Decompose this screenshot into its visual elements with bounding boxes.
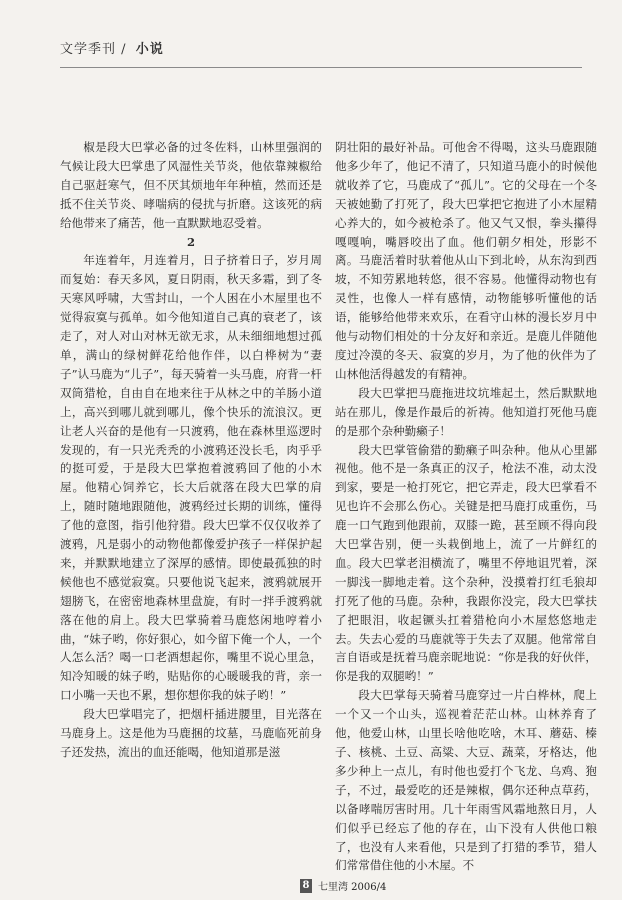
right-paragraph-3: 段大巴掌管偷猎的勤癞子叫杂种。他从心里鄙视他。他不是一条真正的汉子，枪法不准，动太没到家，要是一枪打死它，把它弄走，段大巴掌看不见也许不会那么伤心。关键是把马鹿打成重伤，马鹿一口气跑到他跟前，双膝一跪，甚至顾不得向段大巴掌告别，便一头栽倒地上，流了一片鲜红的血。段大巴掌老泪横流了，嘴里不停地诅咒着，深一脚浅一脚地走着。这个杂种，没摸着打红毛狼却打死了他的马鹿。杂种，我跟你没完，段大巴掌扶了把眼泪，收起镢头扛着猎枪向小木屋悠悠地走去。失去心爱的马鹿就等于失去了双腿。他常常自言自语或是抚着马鹿亲昵地说：“你是我的好伙伴，你是我的双腿哟！” (335, 442, 597, 684)
section-name: 小说 (135, 42, 164, 57)
right-paragraph-2: 段大巴掌把马鹿拖进坟坑堆起土，然后默默地站在那儿，像是作最后的祈祷。他知道打死他马鹿的是那个杂种勤癞子！ (335, 385, 597, 438)
page-number: 8 (300, 879, 312, 893)
header-rule (60, 67, 582, 68)
right-paragraph-4: 段大巴掌每天骑着马鹿穿过一片白桦林，爬上一个又一个山头，巡视着茫茫山林。山林养育了他，他爱山林，山里长啥他吃啥，木耳、蘑菇、榛子、核桃、土豆、高粱、大豆、蔬菜，牙格达，他多少种上一点儿，有时他也爱打个飞龙、乌鸡、狍子，不过，最爱吃的还是辣椒，偶尔还种点草药，以备哮喘厉害时用。几十年雨雪风霜地熬日月，人们似乎已经忘了他的存在，山下没有人供他口粮了，也没有人来看他，只是到了打猎的季节，猎人们常常借住他的小木屋。不 (335, 688, 597, 873)
left-column (60, 138, 322, 762)
header-separator: / (121, 42, 127, 57)
journal-name: 文学季刊 (60, 42, 117, 57)
issue-info: 七里湾 2006/4 (318, 882, 387, 893)
left-paragraph-3: 段大巴掌唱完了，把烟杆插进腰里，目光落在马鹿身上。这是他为马鹿捆的坟墓，马鹿临死前身子还发热，流出的血还能喝，他知道那是滋 (60, 707, 322, 759)
running-header (60, 38, 164, 57)
left-paragraph-2: 年连着年，月连着月，日子挤着日子，岁月周而复始：春天多风，夏日阴雨，秋天多霜，到了冬天寒风呼啸，大雪封山，一个人困在小木屋里也不觉得寂寞与孤单。如今他知道自己真的衰老了，该走了，对人对山对林无欲无求，从未细细地想过孤单，满山的绿树鲜花给他作伴，以白桦树为“妻子”认马鹿为“儿子”，每天骑着一头马鹿，府背一杆双筒猎枪，自由自在地来往于从林之中的羊肠小道上，高兴到哪儿就到哪儿，像个快乐的流浪汉。更让老人兴奋的是他有一只渡鸦，他在森林里巡逻时发现的，有一只光秃秃的小渡鸦还没长毛，肉乎乎的挺可爱，于是段大巴掌抱着渡鸦回了他的小木屋。他精心饲养它，长大后就落在段大巴掌的肩上，随时随地跟随他，渡鸦经过长期的训练，懂得了他的意图，指引他狩猎。段大巴掌不仅仅收养了渡鸦，凡是弱小的动物他都像爱护孩子一样保护起来，并默默地建立了深厚的感情。即使最孤独的时候他也不感觉寂寞。只要他说飞起来，渡鸦就展开翅膀飞，在密密地森林里盘旋，有时一拌手渡鸦就落在他的肩上。段大巴掌骑着马鹿悠闲地哼着小曲，“妹子哟，你好狠心，如今留下俺一个人，一个人怎么活？喝一口老酒想起你，嘴里不说心里急，知冷知暖的妹子哟，贴贴你的心暖暖我的背，亲一口小嘴一天也不累，想你想你我的妹子哟！” (60, 253, 322, 703)
right-column (335, 138, 597, 875)
page-footer (300, 878, 386, 893)
right-paragraph-1: 阴壮阳的最好补品。可他舍不得喝，这头马鹿跟随他多少年了，他记不清了，只知道马鹿小的时候他就收养了它，马鹿成了“孤儿”。它的父母在一个冬天被她勤了打死了，段大巴掌把它抱进了小木屋精心养大的，如今被枪杀了。他又气又恨，拳头攥得嘎嘎响，嘴唇咬出了血。他们朝夕相处，形影不离。马鹿活着时驮着他从山下到北岭，从东沟到西坡，不知劳累地转悠，很不容易。他懂得动物也有灵性，也像人一样有感情，动物能够听懂他的话语，能够给他带来欢乐，在看守山林的漫长岁月中他与动物们相处的十分友好和亲近。是鹿儿伴随他度过冷漠的冬天、寂寞的岁月，为了他的伙伴为了山林他活得越发的有精神。 (335, 140, 597, 381)
left-paragraph-1: 椒是段大巴掌必备的过冬佐料，山林里强润的气候让段大巴掌患了风湿性关节炎，他依靠辣椒给自己驱赶寒气，但不厌其烦地年年种植，然而还是抵不住关节炎、哮喘病的侵扰与折磨。这该死的病给他带来了痛苦，他一直默默地忍受着。 (60, 140, 322, 230)
section-number: 2 (186, 234, 196, 249)
